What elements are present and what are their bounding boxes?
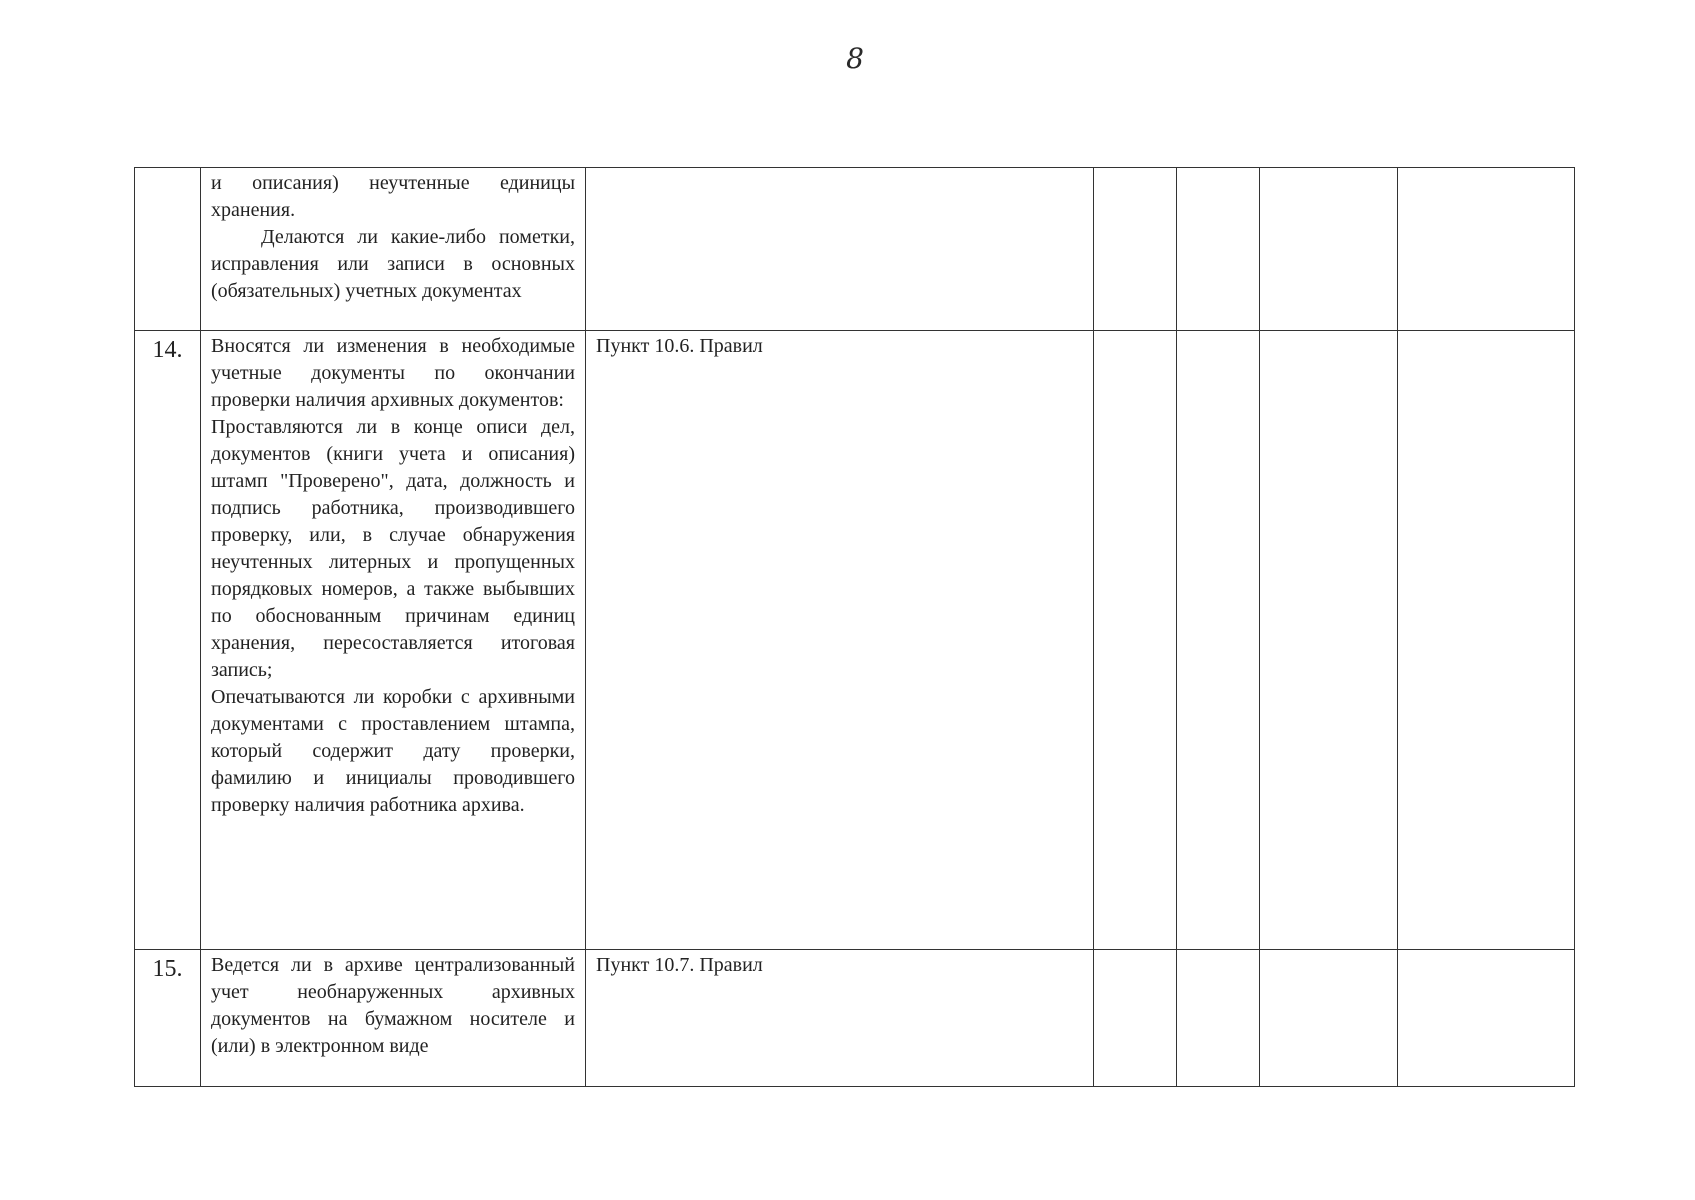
row-number-cell: 14. (135, 331, 201, 950)
reference-cell (586, 168, 1094, 331)
empty-cell (1177, 168, 1260, 331)
question-cell (201, 168, 586, 331)
empty-cell (1398, 331, 1575, 950)
question-paragraph: и описания) неучтенные единицы хранения. (211, 172, 575, 221)
empty-cell (1177, 331, 1260, 950)
empty-cell (1094, 168, 1177, 331)
table-row (135, 168, 1575, 331)
page-number: 8 (846, 42, 864, 75)
empty-cell (1094, 331, 1177, 950)
reference-cell: Пункт 10.7. Правил (586, 950, 1094, 1087)
question-paragraph: Ведется ли в архиве централизованный учет необнаруженных архивных документов на бумажном носителе и (или) в электронном виде (211, 954, 575, 1057)
question-paragraph: Опечатываются ли коробки с архивными документами с проставлением штампа, который содержит дату проверки, фамилию и инициалы проводившего проверку наличия работника архива. (211, 686, 575, 816)
empty-cell (1398, 168, 1575, 331)
question-paragraph: Проставляются ли в конце описи дел, документов (книги учета и описания) штамп "Проверено", дата, должность и подпись работника, производившего проверку, или, в случае обнаружения неучтенных литерных и пропущенных порядковых номеров, а также выбывших по обоснованным причинам единиц хранения, пересоставляется итоговая запись; (211, 416, 575, 681)
reference-cell: Пункт 10.6. Правил (586, 331, 1094, 950)
table-row (135, 331, 1575, 950)
empty-cell (1260, 950, 1398, 1087)
empty-cell (1177, 950, 1260, 1087)
question-cell (201, 331, 586, 950)
question-paragraph: Вносятся ли изменения в необходимые учетные документы по окончании проверки наличия архивных документов: (211, 335, 575, 411)
empty-cell (1094, 950, 1177, 1087)
empty-cell (1260, 331, 1398, 950)
question-cell (201, 950, 586, 1087)
question-paragraph: Делаются ли какие-либо пометки, исправления или записи в основных (обязательных) учетных документах (211, 226, 575, 302)
checklist-table (134, 167, 1575, 1087)
empty-cell (1260, 168, 1398, 331)
row-number-cell: 15. (135, 950, 201, 1087)
table-row (135, 950, 1575, 1087)
empty-cell (1398, 950, 1575, 1087)
row-number-cell (135, 168, 201, 331)
